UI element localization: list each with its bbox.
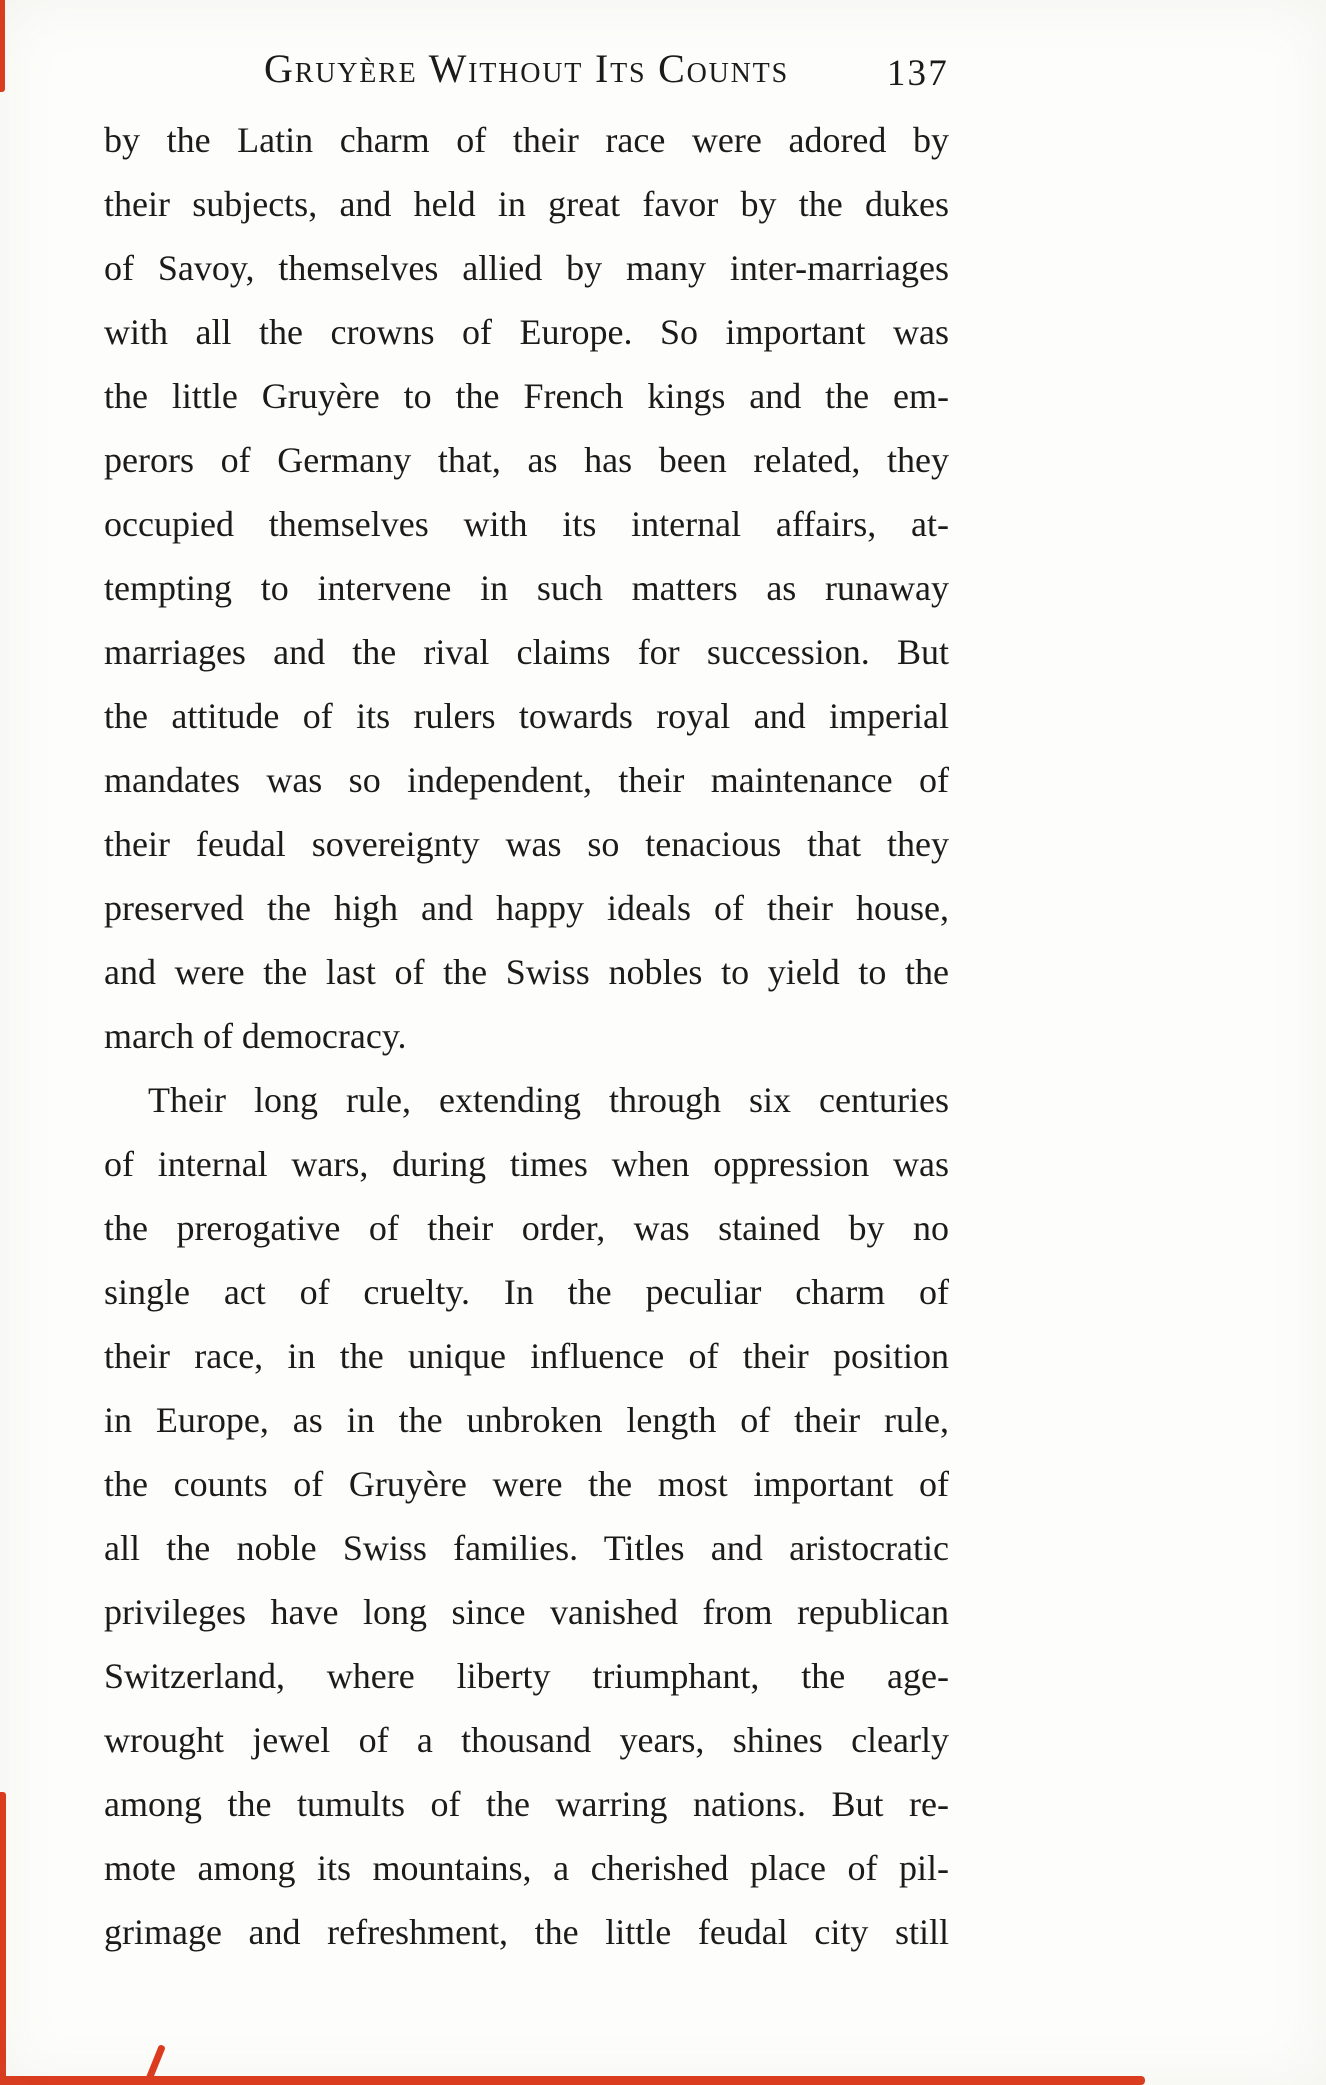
- text-line: of Savoy, themselves allied by many inter-marriages: [104, 248, 949, 288]
- text-line: in Europe, as in the unbroken length of their rule,: [104, 1400, 949, 1440]
- text-line: the little Gruyère to the French kings and the em-: [104, 376, 949, 416]
- text-line: Switzerland, where liberty triumphant, the age-: [104, 1656, 949, 1696]
- text-line: tempting to intervene in such matters as runaway: [104, 568, 949, 608]
- page-number: 137: [886, 53, 949, 94]
- body-text: [104, 108, 949, 1964]
- text-line: occupied themselves with its internal affairs, at-: [104, 504, 949, 544]
- text-line: perors of Germany that, as has been related, they: [104, 440, 949, 480]
- page-header: [104, 46, 949, 92]
- text-line: Their long rule, extending through six centuries: [148, 1080, 949, 1120]
- scan-artifact-top-left-line: [0, 0, 5, 92]
- text-line: the attitude of its rulers towards royal and imperial: [104, 696, 949, 736]
- text-line: the prerogative of their order, was stained by no: [104, 1208, 949, 1248]
- scan-artifact-bottom-line: [0, 2076, 1145, 2085]
- text-line: march of democracy.: [104, 1016, 407, 1056]
- text-line: all the noble Swiss families. Titles and aristocratic: [104, 1528, 949, 1568]
- text-line: their race, in the unique influence of their position: [104, 1336, 949, 1376]
- paragraph: [104, 108, 949, 1068]
- text-line: wrought jewel of a thousand years, shines clearly: [104, 1720, 949, 1760]
- text-line: and were the last of the Swiss nobles to yield to the: [104, 952, 949, 992]
- text-line: by the Latin charm of their race were adored by: [104, 120, 949, 160]
- text-line: mandates was so independent, their maintenance of: [104, 760, 949, 800]
- text-column: [104, 0, 949, 1964]
- text-line: privileges have long since vanished from republican: [104, 1592, 949, 1632]
- text-line: the counts of Gruyère were the most important of: [104, 1464, 949, 1504]
- text-line: with all the crowns of Europe. So important was: [104, 312, 949, 352]
- text-line: of internal wars, during times when oppression was: [104, 1144, 949, 1184]
- paragraph: [104, 1068, 949, 1964]
- running-title: Gruyère Without Its Counts: [264, 46, 789, 91]
- text-line: among the tumults of the warring nations. But re-: [104, 1784, 949, 1824]
- text-line: preserved the high and happy ideals of their house,: [104, 888, 949, 928]
- text-line: their subjects, and held in great favor by the dukes: [104, 184, 949, 224]
- scan-artifact-bottom-left-line: [0, 1792, 6, 2085]
- text-line: their feudal sovereignty was so tenacious that they: [104, 824, 949, 864]
- text-line: mote among its mountains, a cherished place of pil-: [104, 1848, 949, 1888]
- text-line: marriages and the rival claims for succession. But: [104, 632, 949, 672]
- text-line: grimage and refreshment, the little feudal city still: [104, 1912, 949, 1952]
- text-line: single act of cruelty. In the peculiar charm of: [104, 1272, 949, 1312]
